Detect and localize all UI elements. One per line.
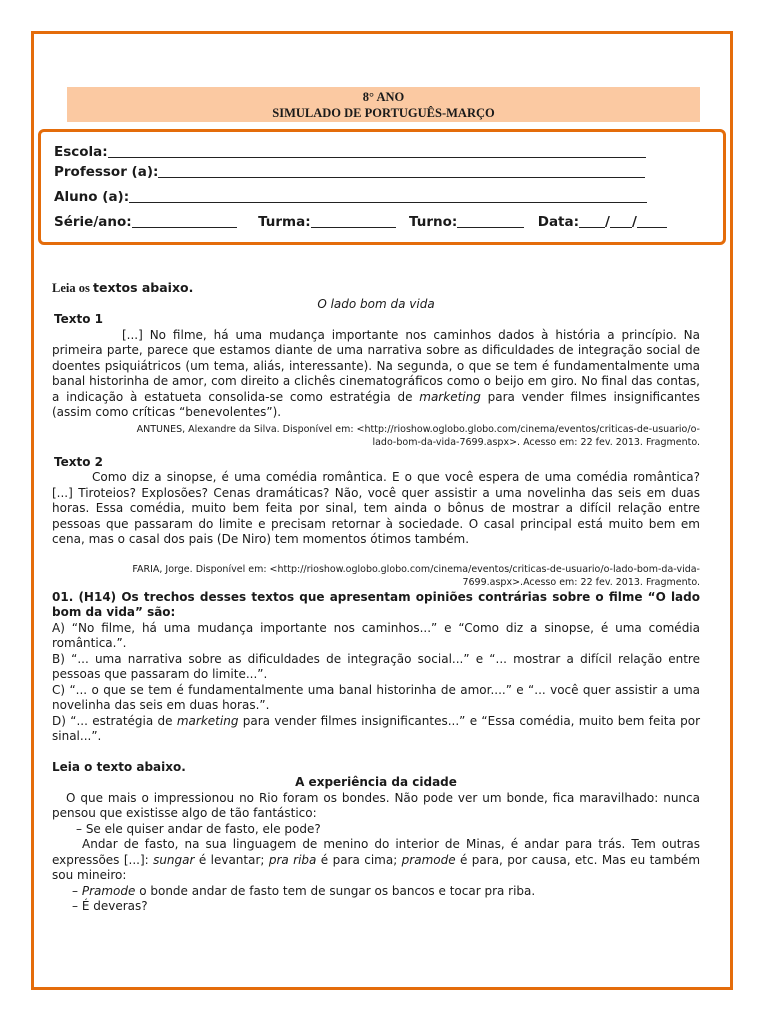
exam-content xyxy=(52,280,700,915)
para3-italic-2: pra riba xyxy=(268,852,317,867)
shift-blank[interactable] xyxy=(457,226,524,228)
text2-body: Como diz a sinopse, é uma comédia romântica. E o que você espera de uma comédia romântica? [...] Tiroteios? Explosões? Cenas dramáticas? Não, você quer assistir a uma novelinha das seis em duas horas. Essa comédia, muito bem feita por sinal, tem ainda o bônus de mostrar a difícil relação entre pessoas que passaram do limite e precisam retornar à sociedade. O casal principal está muito bem em cena, mas o casal dos pais (De Niro) tem momentos ótimos também. xyxy=(52,470,700,546)
section2-line2: – Se ele quiser andar de fasto, ele pode? xyxy=(76,821,321,836)
text1-reference: ANTUNES, Alexandre da Silva. Disponível em: <http://rioshow.oglobo.globo.com/cinema/eventos/criticas-de-usuario/o-lado-bom-da-vida-7699.aspx>. Acesso em: 22 fev. 2013. Fragmento. xyxy=(136,423,700,448)
line4-dash: – xyxy=(72,883,82,898)
shift-label: Turno: xyxy=(409,214,458,230)
para3-d: é para, por causa, etc. Mas eu também sou mineiro: xyxy=(52,852,701,882)
section1-intro-b: textos abaixo. xyxy=(92,280,194,295)
section2-line4 xyxy=(72,884,700,900)
date-separator: / xyxy=(605,214,610,230)
date-separator: / xyxy=(631,214,637,230)
question1-stem: 01. (H14) Os trechos desses textos que apresentam opiniões contrárias sobre o filme “O lado bom da vida” são: xyxy=(52,589,700,619)
question1-option-c[interactable]: C) “... o que se tem é fundamentalmente uma banal historinha de amor....” e “... você quer assistir a uma novelinha das seis em duas horas.”. xyxy=(52,682,700,712)
text1-body-a: [...] No filme, há uma mudança importante nos caminhos dados à história a princípio. Na primeira parte, parece que estamos diante de uma narrativa sobre as dificuldades de integração social de doentes psiquiátricos (um tema, aliás, interessante). Na segunda, o que se tem é fundamentalmente uma banal historinha de amor, com direito a clichês cinematográficos como o beijo em giro. No final das contas, a indicação à estatueta consolida-se como estratégia de xyxy=(52,327,700,404)
question1-option-a[interactable]: A) “No filme, há uma mudança importante nos caminhos...” e “Como diz a sinopse, é uma comédia romântica.”. xyxy=(52,620,700,650)
text2-reference: FARIA, Jorge. Disponível em: <http://rioshow.oglobo.globo.com/cinema/eventos/criticas-de-usuario/o-lado-bom-da-vida-7699.aspx>.Acesso em: 22 fev. 2013. Fragmento. xyxy=(132,563,700,588)
exam-title-banner xyxy=(67,87,700,122)
section2-title: A experiência da cidade xyxy=(295,775,457,789)
identification-box xyxy=(38,129,726,245)
section2-para1: O que mais o impressionou no Rio foram os bondes. Não pode ver um bonde, fica maravilhado: nunca pensou que existisse algo de tão fantástico: xyxy=(52,790,700,820)
date-month-blank[interactable] xyxy=(610,226,632,228)
date-day-blank[interactable] xyxy=(579,226,605,228)
teacher-line xyxy=(54,164,645,180)
section2-intro: Leia o texto abaixo. xyxy=(52,759,186,774)
grade-blank[interactable] xyxy=(132,226,237,228)
school-blank[interactable] xyxy=(108,156,646,158)
date-label: Data: xyxy=(537,214,580,230)
line4-italic: Pramode xyxy=(81,883,136,898)
line4-rest: o bonde andar de fasto tem de sungar os bancos e tocar pra riba. xyxy=(135,883,536,898)
para3-italic-3: pramode xyxy=(401,852,456,867)
text1-title: O lado bom da vida xyxy=(317,296,435,311)
section2-para3 xyxy=(52,837,700,884)
option-d-b: para vender filmes insignificantes...” e “Essa comédia, muito bem feita por sinal...”. xyxy=(52,713,700,743)
text1-body xyxy=(52,328,700,421)
section1-intro xyxy=(52,280,700,297)
question1-option-b[interactable]: B) “... uma narrativa sobre as dificuldades de integração social...” e “... mostrar a difícil relação entre pessoas que passaram do limite...”. xyxy=(52,651,700,681)
para3-c: é para cima; xyxy=(316,852,402,867)
question1-option-d[interactable] xyxy=(52,714,700,745)
date-year-blank[interactable] xyxy=(637,226,667,228)
para3-a: Andar de fasto, na sua linguagem de menino do interior de Minas, é andar para trás. Tem outras expressões [...]: xyxy=(52,837,700,867)
para3-b: é levantar; xyxy=(194,852,269,867)
text2-label: Texto 2 xyxy=(54,454,103,469)
student-label: Aluno (a): xyxy=(54,189,130,205)
class-label: Turma: xyxy=(258,214,311,230)
teacher-blank[interactable] xyxy=(158,176,645,178)
grade-field-label: Série/ano: xyxy=(54,214,132,230)
section2-line5: – É deveras? xyxy=(72,899,148,913)
option-d-a: D) “... estratégia de xyxy=(52,713,177,728)
text1-body-b: para vender filmes insignificantes (assim como críticas “benevolentes”). xyxy=(52,389,700,419)
text1-body-italic: marketing xyxy=(419,389,481,404)
grade-label: 8° ANO xyxy=(362,90,405,104)
school-label: Escola: xyxy=(54,144,108,160)
student-line xyxy=(54,189,647,205)
class-blank[interactable] xyxy=(311,226,396,228)
grade-line xyxy=(54,214,667,230)
text1-label: Texto 1 xyxy=(54,312,103,326)
section1-intro-a: Leia os xyxy=(52,281,93,295)
student-blank[interactable] xyxy=(129,201,647,203)
exam-title: SIMULADO DE PORTUGUÊS-MARÇO xyxy=(272,106,495,120)
teacher-label: Professor (a): xyxy=(54,164,159,180)
para3-italic-1: sungar xyxy=(153,852,195,867)
option-d-italic: marketing xyxy=(176,713,239,728)
school-line xyxy=(54,144,646,160)
